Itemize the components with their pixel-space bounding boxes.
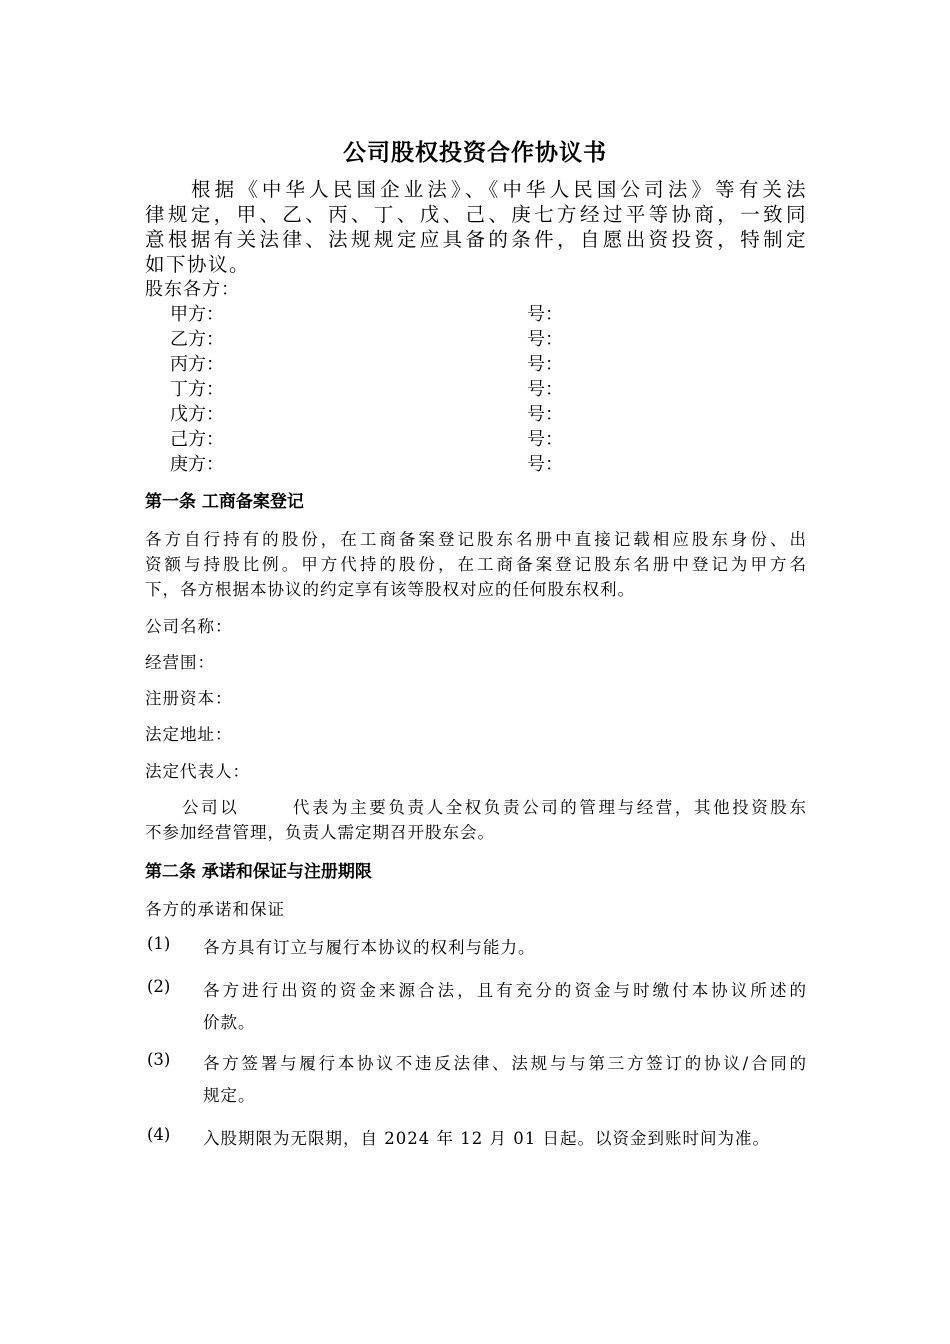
- legal-address-field: 法定地址：: [145, 725, 233, 744]
- item-number: (4): [147, 1125, 171, 1144]
- intro-line: 根据《中华人民国企业法》、《中华人民国公司法》等有关法: [191, 178, 807, 201]
- article1-paragraph-line: 下，各方根据本协议的约定享有该等股权对应的任何股东权利。: [145, 580, 635, 599]
- article2-intro: 各方的承诺和保证: [145, 900, 285, 919]
- party-number-label: 号：: [527, 304, 563, 325]
- party-name: 乙方：: [170, 329, 224, 350]
- party-number-label: 号：: [527, 454, 563, 475]
- management-line: [145, 794, 807, 818]
- item-number: (3): [147, 1050, 171, 1069]
- document-title: 公司股权投资合作协议书: [343, 139, 607, 166]
- party-name: 甲方：: [170, 304, 224, 325]
- item-text: 各方签署与履行本协议不违反法律、法规与与第三方签订的协议/合同的: [203, 1054, 807, 1073]
- company-name-field: 公司名称：: [145, 617, 233, 636]
- management-line: 不参加经营管理，负责人需定期召开股东会。: [145, 823, 495, 842]
- intro-line: 意根据有关法律、法规规定应具备的条件，自愿出资投资，特制定: [145, 228, 807, 251]
- party-name: 丁方：: [170, 379, 224, 400]
- article1-paragraph-line: 各方自行持有的股份，在工商备案登记股东名册中直接记载相应股东身份、出: [145, 530, 807, 549]
- intro-line: 如下协议。: [145, 253, 251, 276]
- party-number-label: 号：: [527, 404, 563, 425]
- party-number-label: 号：: [527, 429, 563, 450]
- party-number-label: 号：: [527, 354, 563, 375]
- party-name: 己方：: [170, 429, 224, 450]
- item-number: (2): [147, 977, 171, 996]
- article2-heading: 第二条 承诺和保证与注册期限: [145, 862, 372, 882]
- intro-line: 律规定，甲、乙、丙、丁、戊、己、庚七方经过平等协商，一致同: [145, 203, 807, 226]
- party-name: 庚方：: [170, 454, 224, 475]
- management-text-part2: 代表为主要负责人全权负责公司的管理与经营，其他投资股东: [291, 798, 808, 817]
- item-text: 价款。: [203, 1013, 256, 1032]
- article1-paragraph-line: 资额与持股比例。甲方代持的股份，在工商备案登记股东名册中登记为甲方名: [145, 555, 807, 574]
- registered-capital-field: 注册资本：: [145, 689, 233, 708]
- shareholders-label: 股东各方：: [145, 279, 240, 300]
- party-name: 戊方：: [170, 404, 224, 425]
- party-number-label: 号：: [527, 379, 563, 400]
- party-number-label: 号：: [527, 329, 563, 350]
- management-text-part1: 公司以: [182, 798, 240, 817]
- party-name: 丙方：: [170, 354, 224, 375]
- item-text: 各方进行出资的资金来源合法，且有充分的资金与时缴付本协议所述的: [203, 981, 807, 1000]
- item-text: 规定。: [203, 1086, 256, 1105]
- item-text: 入股期限为无限期，自 2024 年 12 月 01 日起。以资金到账时间为准。: [203, 1129, 770, 1148]
- item-number: (1): [147, 934, 171, 953]
- article1-heading: 第一条 工商备案登记: [145, 492, 304, 512]
- legal-representative-field: 法定代表人：: [145, 762, 250, 781]
- item-text: 各方具有订立与履行本协议的权利与能力。: [203, 938, 536, 957]
- business-scope-field: 经营围：: [145, 653, 215, 672]
